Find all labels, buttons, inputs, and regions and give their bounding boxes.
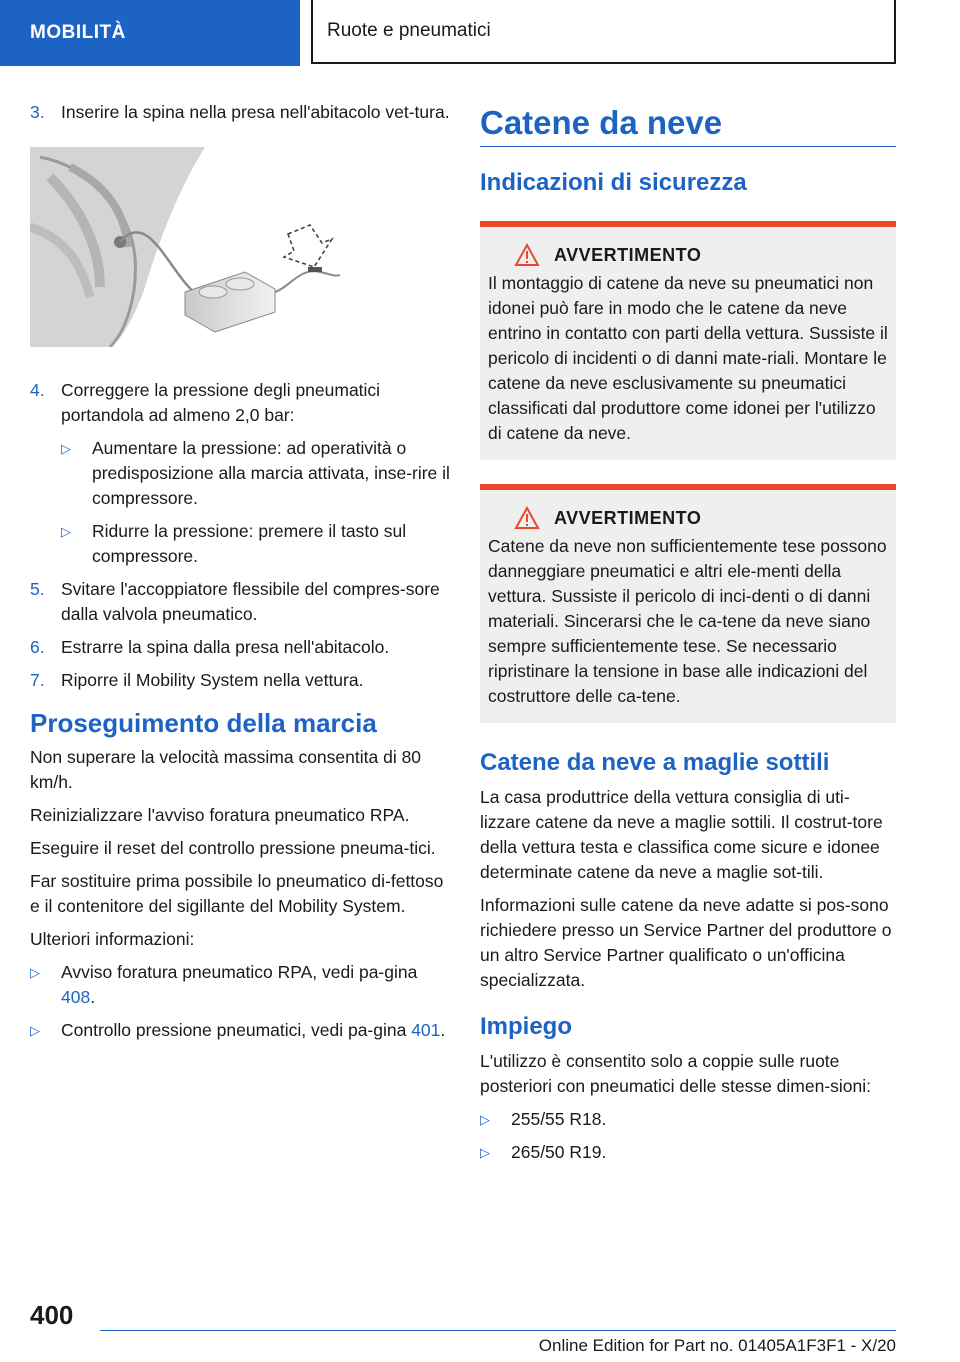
- list-item-text: Avviso foratura pneumatico RPA, vedi pa-gina 408.: [61, 962, 418, 1007]
- paragraph: La casa produttrice della vettura consiglia di uti-lizzare catene da neve a maglie sottili. Il costrut-tore della vettura testa e classifica come sicure e idonee determinate catene da neve a maglie sot-tili.: [480, 787, 883, 882]
- footer-edition: Online Edition for Part no. 01405A1F3F1 - X/20: [538, 1336, 896, 1355]
- paragraph: Reinizializzare l'avviso foratura pneumatico RPA.: [30, 805, 410, 825]
- paragraph: Eseguire il reset del controllo pressione pneuma-tici.: [30, 838, 436, 858]
- compressor-illustration: [30, 147, 450, 347]
- list-item: [480, 1140, 896, 1165]
- footer-divider: [100, 1330, 896, 1331]
- step-text: Svitare l'accoppiatore flessibile del compres-sore dalla valvola pneumatico.: [61, 579, 440, 624]
- triangle-bullet-icon: ▷: [480, 1112, 490, 1127]
- warning-icon: [514, 506, 540, 530]
- list-item: [480, 1107, 896, 1132]
- section-heading: Catene da neve a maglie sottili: [480, 749, 830, 776]
- step-text: Inserire la spina nella presa nell'abitacolo vet-tura.: [61, 102, 450, 122]
- section-heading: Indicazioni di sicurezza: [480, 169, 747, 196]
- chapter-tab: Ruote e pneumatici: [311, 0, 896, 64]
- warning-box: [480, 221, 896, 460]
- left-column: [30, 100, 450, 1051]
- warning-text: Catene da neve non sufficientemente tese possono danneggiare pneumatici e altri ele-menti della vettura. Sussiste il pericolo di inci-denti o di danni materiali. Sincerarsi che le ca-tene da neve siano sempre sufficientemente tese. Se necessario ripristinare la tensione in base alle indicazioni del costruttore delle ca-tene.: [488, 536, 887, 706]
- step-6: [30, 635, 450, 660]
- triangle-bullet-icon: ▷: [30, 965, 40, 980]
- list-item: [61, 519, 450, 569]
- section-tab: MOBILITÀ: [0, 0, 300, 66]
- page-link-401[interactable]: 401: [411, 1020, 441, 1040]
- step-text: Estrarre la spina dalla presa nell'abitacolo.: [61, 637, 390, 657]
- triangle-bullet-icon: ▷: [61, 441, 71, 456]
- triangle-bullet-icon: ▷: [480, 1145, 490, 1160]
- list-item: [30, 960, 450, 1010]
- list-item-text: Aumentare la pressione: ad operatività o predisposizione alla marcia attivata, inse-rire il compressore.: [92, 438, 450, 508]
- paragraph: Ulteriori informazioni:: [30, 929, 195, 949]
- page-number: 400: [30, 1300, 74, 1330]
- step-number: 3.: [30, 102, 45, 122]
- warning-icon: [514, 243, 540, 267]
- warning-box: [480, 484, 896, 723]
- list-item: [61, 436, 450, 511]
- warning-text: Il montaggio di catene da neve su pneumatici non idonei può fare in modo che le catene da neve entrino in contatto con parti della vettura. Sussiste il pericolo di incidenti o di danni mate-riali. Montare le catene da neve esclusivamente su pneumatici classificati dal produttore come idonei per l'utilizzo di catene da neve.: [488, 273, 888, 443]
- warning-label: AVVERTIMENTO: [554, 507, 702, 528]
- paragraph: Non superare la velocità massima consentita di 80 km/h.: [30, 747, 422, 792]
- page-title: Catene da neve: [480, 100, 896, 147]
- step-5: [30, 577, 450, 627]
- step-number: 7.: [30, 670, 45, 690]
- paragraph: Far sostituire prima possibile lo pneumatico di-fettoso e il contenitore del sigillante del Mobility System.: [30, 871, 444, 916]
- list-item-text: Controllo pressione pneumatici, vedi pa-gina 401.: [61, 1020, 446, 1040]
- step-7: [30, 668, 450, 693]
- right-column: [480, 100, 896, 1173]
- triangle-bullet-icon: ▷: [61, 524, 71, 539]
- section-heading: Proseguimento della marcia: [30, 708, 377, 738]
- list-item-text: 255/55 R18.: [511, 1109, 607, 1129]
- page-header: [0, 0, 960, 66]
- step-3: [30, 100, 450, 125]
- paragraph: L'utilizzo è consentito solo a coppie sulle ruote posteriori con pneumatici delle stesse dimen-sioni:: [480, 1051, 872, 1096]
- step-number: 5.: [30, 579, 45, 599]
- triangle-bullet-icon: ▷: [30, 1023, 40, 1038]
- list-item-text: 265/50 R19.: [511, 1142, 607, 1162]
- step-text: Riporre il Mobility System nella vettura.: [61, 670, 364, 690]
- page-link-408[interactable]: 408: [61, 987, 91, 1007]
- section-heading: Impiego: [480, 1013, 573, 1040]
- step-number: 6.: [30, 637, 45, 657]
- paragraph: Informazioni sulle catene da neve adatte si pos-sono richiedere presso un Service Partner del produttore o un altro Service Partner qualificato o un'officina specializzata.: [480, 895, 892, 990]
- warning-label: AVVERTIMENTO: [554, 244, 702, 265]
- step-text: Correggere la pressione degli pneumatici portandola ad almeno 2,0 bar:: [61, 380, 381, 425]
- list-item-text: Ridurre la pressione: premere il tasto sul compressore.: [92, 521, 407, 566]
- step-number: 4.: [30, 380, 45, 400]
- list-item: [30, 1018, 450, 1043]
- step-4: [30, 378, 450, 428]
